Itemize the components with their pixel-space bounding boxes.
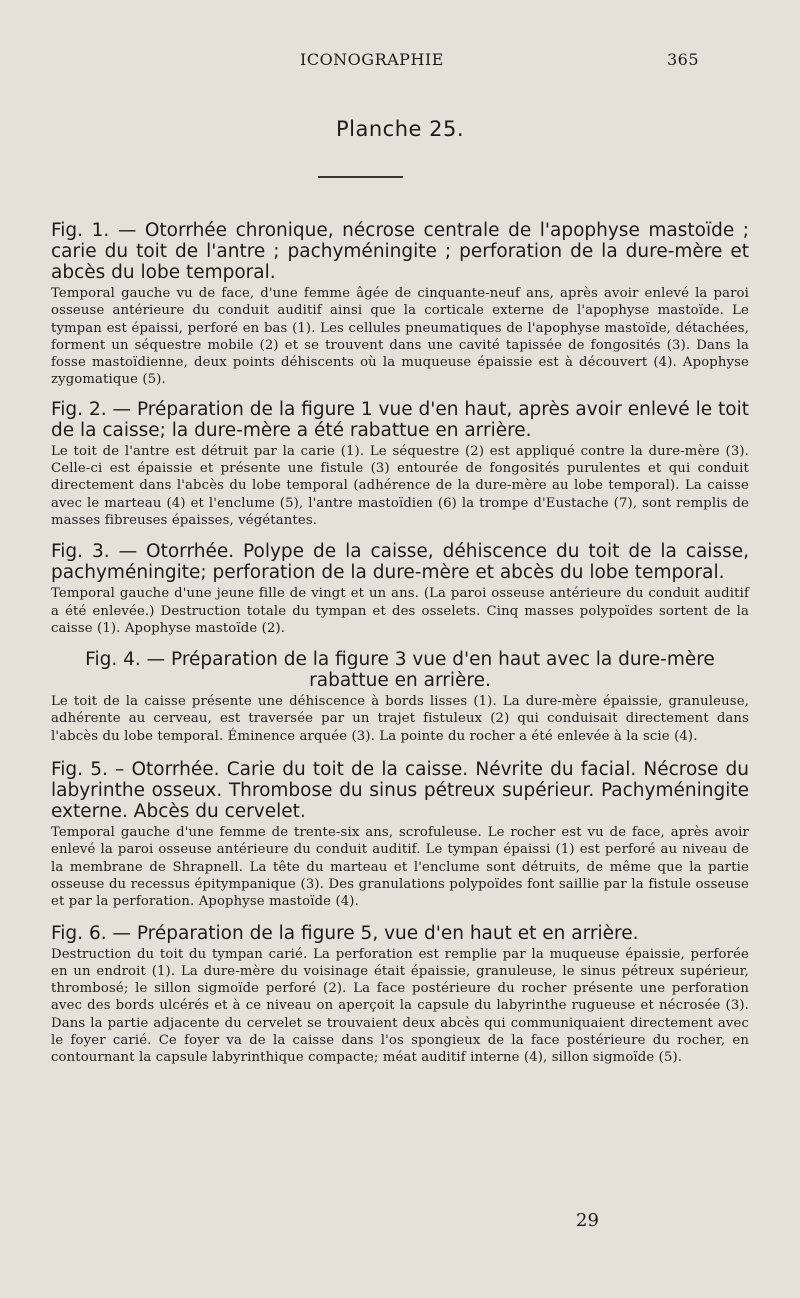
running-header-title: ICONOGRAPHIE — [300, 50, 444, 69]
figure-legend-2 — [51, 399, 749, 529]
figure-legend-6 — [51, 923, 749, 1067]
running-header — [0, 50, 800, 72]
figure-title-6: Fig. 6. — Préparation de la figure 5, vue d'en haut et en arrière. — [51, 922, 639, 944]
signature-number: 29 — [576, 1210, 599, 1231]
figure-description-4: Le toit de la caisse présente une déhiscence à bords lisses (1). La dure-mère épaissie, granuleuse, adhérente au cerveau, est traversée par un trajet fistuleux (2) qui conduisait directement dans l'abcès du lobe temporal. Éminence arquée (3). La pointe du rocher a été enlevée à la scie (4). — [51, 694, 749, 744]
figure-title-2: Fig. 2. — Préparation de la figure 1 vue d'en haut, après avoir enlevé le toit de la caisse; la dure-mère a été rabattue en arrière. — [51, 398, 749, 441]
title-divider — [318, 176, 403, 178]
figure-description-5: Temporal gauche d'une femme de trente-six ans, scrofuleuse. Le rocher est vu de face, après avoir enlevé la paroi osseuse antérieure du conduit auditif. Le tympan épaissi (1) est perforé au niveau de la membrane de Shrapnell. La tête du marteau et l'enclume sont détruits, de même que la partie osseuse du recessus épitympanique (3). Des granulations polypoïdes font saillie par la fistule osseuse et par la perforation. Apophyse mastoïde (4). — [51, 825, 749, 910]
page-number: 365 — [667, 50, 700, 69]
figure-description-2: Le toit de l'antre est détruit par la carie (1). Le séquestre (2) est appliqué contre la dure-mère (3). Celle-ci est épaissie et présente une fistule (3) entourée de fongosités purulentes et qui conduit directement dans l'abcès du lobe temporal (adhérence de la dure-mère au lobe temporal). La caisse avec le marteau (4) et l'enclume (5), l'antre mastoïdien (6) la trompe d'Eustache (7), sont remplis de masses fibreuses épaisses, végétantes. — [51, 443, 749, 528]
figure-legend-3 — [51, 541, 749, 637]
figure-title-4: Fig. 4. — Préparation de la figure 3 vue d'en haut avec la dure-mère rabattue en arrière. — [85, 649, 715, 692]
figure-description-3: Temporal gauche d'une jeune fille de vingt et un ans. (La paroi osseuse antérieure du conduit auditif a été enlevée.) Destruction totale du tympan et des osselets. Cinq masses polypoïdes sortent de la caisse (1). Apophyse mastoïde (2). — [51, 586, 749, 636]
figure-legends — [51, 220, 749, 1067]
figure-title-5: Fig. 5. – Otorrhée. Carie du toit de la caisse. Névrite du facial. Nécrose du labyrinthe osseux. Thrombose du sinus pétreux supérieur. Pachyméningite externe. Abcès du cervelet. — [51, 759, 749, 823]
figure-title-1: Fig. 1. — Otorrhée chronique, nécrose centrale de l'apophyse mastoïde ; carie du toit de l'antre ; pachyméningite ; perforation de la dure-mère et abcès du lobe temporal. — [51, 220, 749, 283]
figure-legend-5 — [51, 759, 749, 910]
figure-legend-4 — [51, 649, 749, 745]
plate-title: Planche 25. — [335, 117, 465, 141]
figure-legend-1 — [51, 220, 749, 389]
figure-title-3: Fig. 3. — Otorrhée. Polype de la caisse, déhiscence du toit de la caisse, pachyméningite; perforation de la dure-mère et abcès du lobe temporal. — [51, 541, 749, 584]
figure-description-1: Temporal gauche vu de face, d'une femme âgée de cinquante-neuf ans, après avoir enlevé la paroi osseuse antérieure du conduit auditif ainsi que la corticale externe de l'apophyse mastoïde. Le tympan est épaissi, perforé en bas (1). Les cellules pneumatiques de l'apophyse mastoïde, détachées, forment un séquestre mobile (2) et se trouvent dans une cavité tapissée de fongosités (3). Dans la fosse mastoïdienne, deux points déhiscents où la muqueuse épaissie est à découvert (4). Apophyse zygomatique (5). — [51, 286, 749, 388]
figure-description-6: Destruction du toit du tympan carié. La perforation est remplie par la muqueuse épaissie, perforée en un endroit (1). La dure-mère du voisinage était épaissie, granuleuse, le sinus pétreux supérieur, thrombosé; le sillon sigmoïde perforé (2). La face postérieure du rocher présente une perforation avec des bords ulcérés et à ce niveau on aperçoit la capsule du labyrinthe rugueuse et nécrosée (3). Dans la partie adjacente du cervelet se trouvaient deux abcès qui communiquaient directement avec le foyer carié. Ce foyer va de la caisse dans l'os spongieux de la face postérieure du rocher, en contournant la capsule labyrinthique compacte; méat auditif interne (4), sillon sigmoïde (5). — [51, 946, 749, 1066]
